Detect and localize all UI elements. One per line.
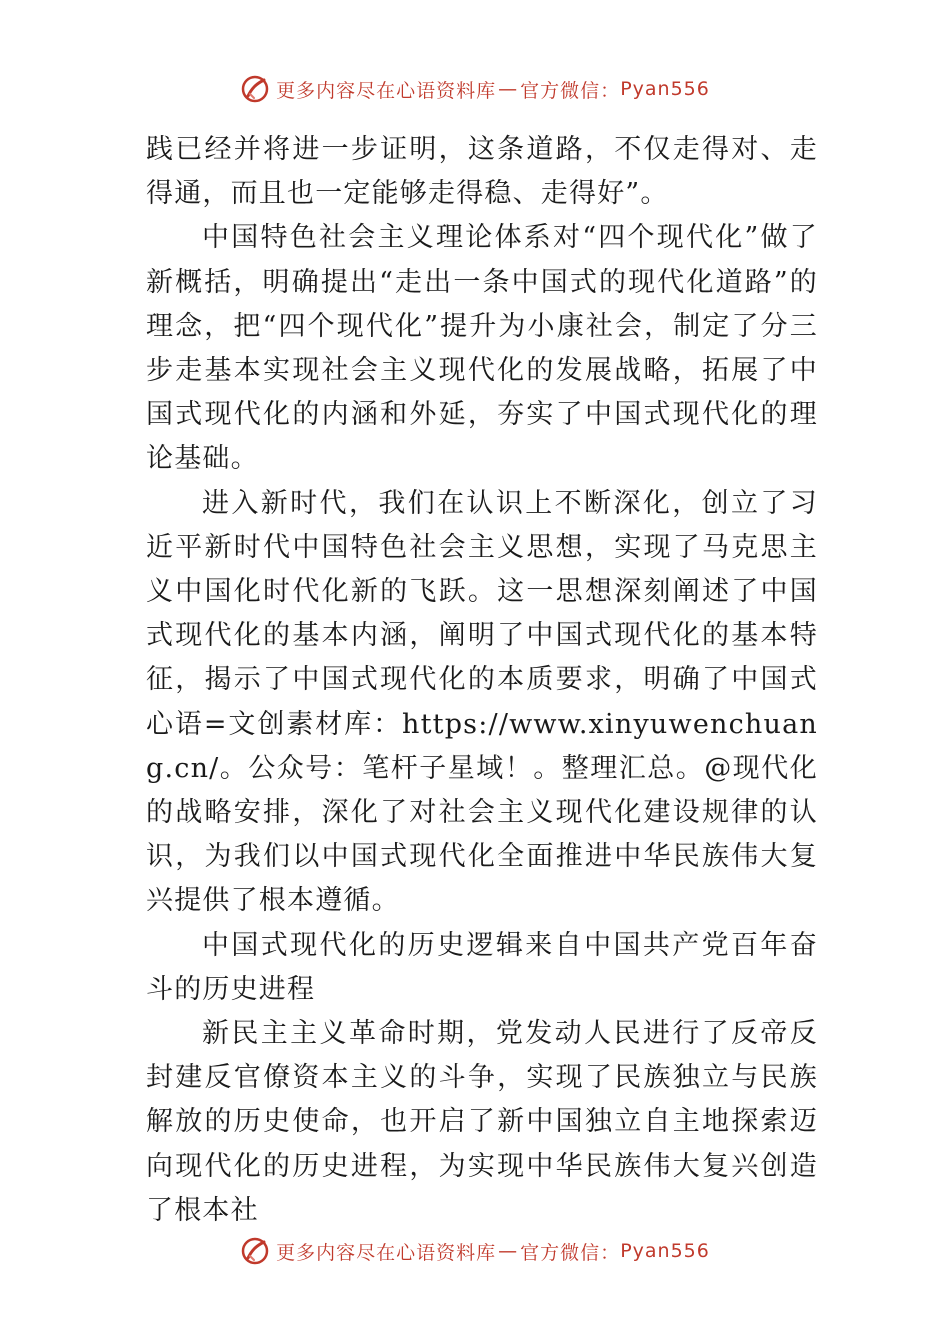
footer-banner — [0, 1236, 950, 1266]
footer-wechat-id: Pyan556 — [620, 1240, 710, 1262]
footer-brand: 更多内容尽在心语资料库 — [276, 1241, 497, 1264]
footer-separator: — — [498, 1240, 519, 1262]
document-body — [146, 128, 818, 1233]
header-wechat-label: 官方微信： — [520, 79, 621, 102]
header-wechat-id: Pyan556 — [620, 78, 710, 100]
paragraph: 中国特色社会主义理论体系对“四个现代化”做了新概括，明确提出“走出一条中国式的现代化道路”的理念，把“四个现代化”提升为小康社会，制定了分三步走基本实现社会主义现代化的发展战略，拓展了中国式现代化的内涵和外延，夯实了中国式现代化的理论基础。 — [146, 222, 818, 475]
paragraph-continued: 践已经并将进一步证明，这条道路，不仅走得对、走得通，而且也一定能够走得稳、走得好”。 — [146, 134, 818, 210]
paragraph: 进入新时代，我们在认识上不断深化，创立了习近平新时代中国特色社会主义思想，实现了马克思主义中国化时代化新的飞跃。这一思想深刻阐述了中国式现代化的基本内涵，阐明了中国式现代化的基本特征，揭示了中国式现代化的本质要求，明确了中国式心语=文创素材库：https://www.xinyuwenchuang.cn/。公众号：笔杆子星域！。整理汇总。@现代化的战略安排，深化了对社会主义现代化建设规律的认识，为我们以中国式现代化全面推进中华民族伟大复兴提供了根本遵循。 — [146, 487, 818, 917]
brush-logo-icon — [240, 1236, 270, 1266]
header-separator: — — [498, 78, 519, 100]
paragraph: 新民主主义革命时期，党发动人民进行了反帝反封建反官僚资本主义的斗争，实现了民族独立与民族解放的历史使命，也开启了新中国独立自主地探索迈向现代化的历史进程，为实现中华民族伟大复兴创造了根本社 — [146, 1018, 818, 1226]
header-brand: 更多内容尽在心语资料库 — [276, 79, 497, 102]
header-banner — [0, 74, 950, 104]
footer-wechat-label: 官方微信： — [520, 1241, 621, 1264]
brush-logo-icon — [240, 74, 270, 104]
section-heading: 中国式现代化的历史逻辑来自中国共产党百年奋斗的历史进程 — [146, 929, 818, 1005]
